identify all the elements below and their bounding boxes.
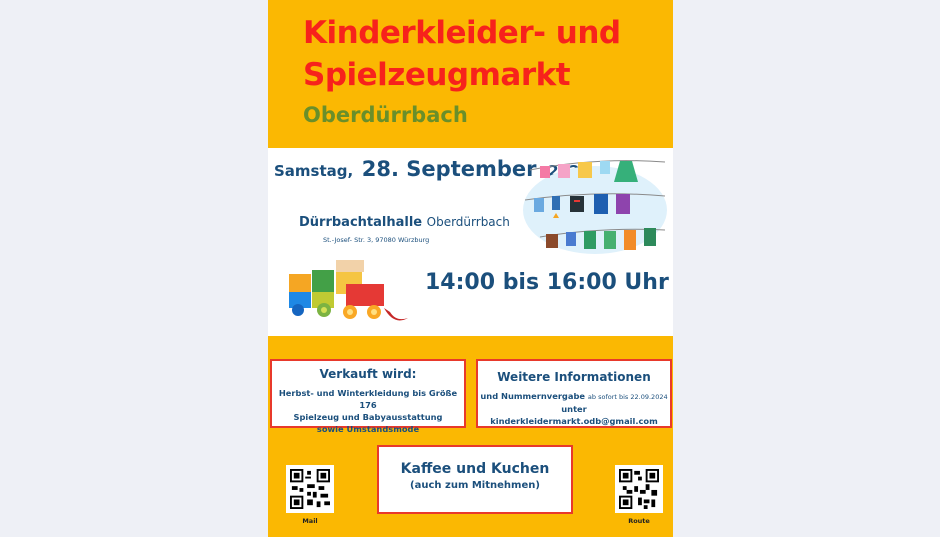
title-line-2: Spielzeugmarkt	[303, 57, 571, 93]
items-sold-line-1: Herbst- und Winterkleidung bis Größe 176	[278, 388, 458, 410]
more-info-line-1	[478, 390, 670, 403]
cafe-subtext: (auch zum Mitnehmen)	[410, 480, 540, 491]
title-line-1: Kinderkleider- und	[303, 15, 621, 51]
event-time: 14:00 bis 16:00 Uhr	[425, 270, 669, 295]
registration-period: ab sofort bis 22.09.2024	[587, 393, 668, 401]
more-info-heading: Weitere Informationen	[497, 370, 651, 384]
number-assignment: und Nummernvergabe	[480, 391, 586, 401]
contact-email: unter kinderkleidermarkt.odb@gmail.com	[490, 404, 658, 426]
items-sold-box	[270, 359, 466, 434]
cafe-box	[377, 445, 573, 514]
mail-qr-code-icon[interactable]	[286, 465, 334, 513]
venue-name: Dürrbachtalhalle	[299, 215, 423, 230]
items-sold-line-3: sowie Umstandsmode	[316, 424, 420, 434]
clothesline-illustration	[520, 152, 670, 262]
items-sold-line-2: Spielzeug und Babyausstattung	[293, 412, 443, 422]
route-qr-code-icon[interactable]	[615, 465, 663, 513]
cafe-heading: Kaffee und Kuchen	[400, 461, 550, 477]
venue-address: St.-Josef- Str. 3, 97080 Würzburg	[323, 236, 430, 244]
date-day-month: 28. September	[361, 157, 537, 181]
qr-code-icon	[619, 469, 659, 509]
venue	[299, 215, 510, 230]
wooden-toy-train-illustration	[284, 256, 414, 332]
venue-town: Oberdürrbach	[426, 215, 510, 229]
qr-code-icon	[290, 469, 330, 509]
route-qr-caption: Route	[628, 517, 650, 525]
mail-qr-caption: Mail	[302, 517, 318, 525]
subtitle: Oberdürrbach	[303, 103, 468, 127]
date-weekday: Samstag,	[274, 162, 354, 180]
event-poster	[268, 0, 673, 537]
more-info-box	[476, 359, 672, 428]
items-sold-heading: Verkauft wird:	[319, 367, 417, 381]
